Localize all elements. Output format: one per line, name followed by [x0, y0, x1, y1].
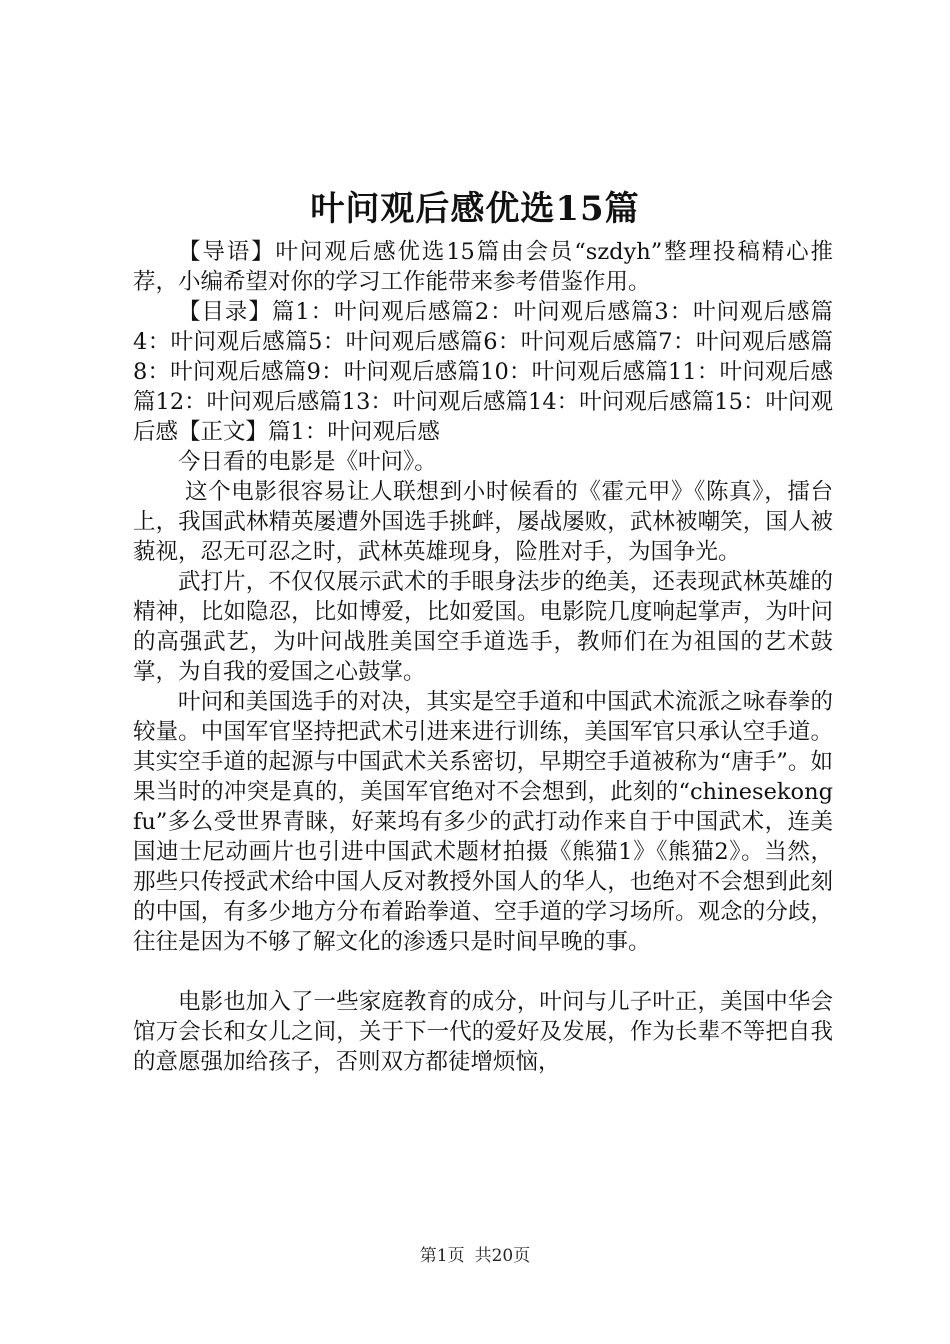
- page-number: 第1页: [419, 1246, 465, 1266]
- document-title: 叶问观后感优选15篇: [310, 189, 640, 229]
- body-paragraph: 这个电影很容易让人联想到小时候看的《霍元甲》《陈真》，擂台上，我国武林精英屡遭外国选手挑衅，屡战屡败，武林被嘲笑，国人被藐视，忍无可忍之时，武林英雄现身，险胜对手，为国争光。: [133, 479, 833, 565]
- intro-paragraph: 【导语】叶问观后感优选15篇由会员“szdyh”整理投稿精心推荐，小编希望对你的学习工作能带来参考借鉴作用。: [133, 239, 833, 295]
- body-paragraph: 电影也加入了一些家庭教育的成分，叶问与儿子叶正，美国中华会馆万会长和女儿之间，关于下一代的爱好及发展，作为长辈不等把自我的意愿强加给孩子，否则双方都徒增烦恼，: [133, 989, 833, 1075]
- body-paragraph: 今日看的电影是《叶问》。: [178, 449, 437, 475]
- body-paragraph: 叶问和美国选手的对决，其实是空手道和中国武术流派之咏春拳的较量。中国军官坚持把武术引进来进行训练，美国军官只承认空手道。其实空手道的起源与中国武术关系密切，早期空手道被称为“唐手”。如果当时的冲突是真的，美国军官绝对不会想到，此刻的“chinesekongfu”多么受世界青睐，好莱坞有多少的武打动作来自于中国武术，连美国迪士尼动画片也引进中国武术题材拍摄《熊猫1》《熊猫2》。当然，那些只传授武术给中国人反对教授外国人的华人，也绝对不会想到此刻的中国，有多少地方分布着跆拳道、空手道的学习场所。观念的分歧，往往是因为不够了解文化的渗透只是时间早晚的事。: [133, 689, 833, 955]
- body-paragraph: 武打片，不仅仅展示武术的手眼身法步的绝美，还表现武林英雄的精神，比如隐忍，比如博爱，比如爱国。电影院几度响起掌声，为叶问的高强武艺，为叶问战胜美国空手道选手，教师们在为祖国的艺术鼓掌，为自我的爱国之心鼓掌。: [133, 569, 833, 685]
- page-total: 共20页: [474, 1246, 531, 1266]
- document-body: [133, 237, 833, 1077]
- table-of-contents-paragraph: 【目录】篇1：叶问观后感篇2：叶问观后感篇3：叶问观后感篇4：叶问观后感篇5：叶问观后感篇6：叶问观后感篇7：叶问观后感篇8：叶问观后感篇9：叶问观后感篇10：叶问观后感篇11：叶问观后感篇12：叶问观后感篇13：叶问观后感篇14：叶问观后感篇15：叶问观后感【正文】篇1：叶问观后感: [133, 299, 833, 445]
- page-footer: [0, 1244, 950, 1268]
